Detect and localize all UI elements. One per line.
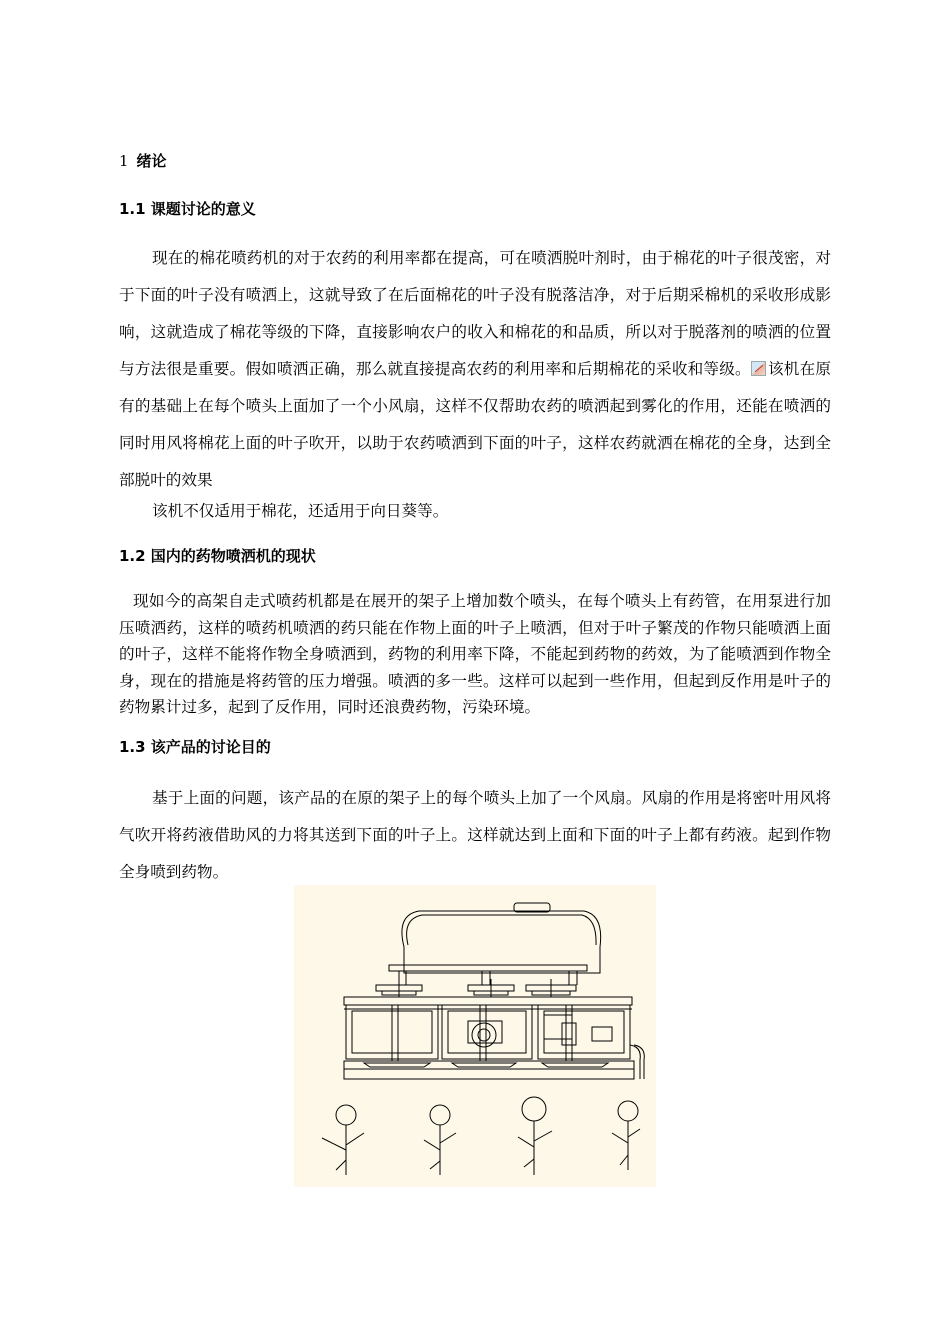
chapter-title: 绪论 (136, 152, 167, 170)
machine-drawing (294, 885, 656, 1187)
tank (402, 903, 601, 973)
section-1-1-text-part2: 该机在原有的基础上在每个喷头上面加了一个小风扇，这样不仅帮助农药的喷洒起到雾化的作用，还能在喷洒的同时用风将棉花上面的叶子吹开，以助于农药喷洒到下面的叶子，这样农药就洒在棉花的全身，达到全部脱叶的效果 (119, 360, 831, 489)
fans (364, 1063, 608, 1067)
section-1-1-text-part1: 现在的棉花喷药机的对于农药的利用率都在提高，可在喷洒脱叶剂时，由于棉花的叶子很茂密，对于下面的叶子没有喷洒上，这就导致了在后面棉花的叶子没有脱落洁净，对于后期采棉机的采收形成影响，这就造成了棉花等级的下降，直接影响农户的收入和棉花的和品质，所以对于脱落剂的喷洒的位置与方法很是重要。假如喷洒正确，那么就直接提高农药的利用率和后期棉花的采收和等级。 (119, 249, 831, 378)
chapter-number: 1 (119, 152, 129, 170)
section-1-2-heading: 1.2 国内的药物喷洒机的现状 (119, 547, 316, 565)
section-1-1-paragraph-2: 该机不仅适用于棉花，还适用于向日葵等。 (152, 502, 449, 520)
section-1-1-heading: 1.1 课题讨论的意义 (119, 200, 256, 218)
pipe-frame (389, 965, 587, 985)
broken-image-icon (751, 361, 766, 376)
section-1-1-paragraph (119, 240, 831, 499)
section-1-3-heading: 1.3 该产品的讨论目的 (119, 738, 271, 756)
section-1-2-paragraph: 现如今的高架自走式喷药机都是在展开的架子上增加数个喷头，在每个喷头上有药管，在用泵进行加压喷洒药，这样的喷药机喷洒的药只能在作物上面的叶子上喷洒，但对于叶子繁茂的作物只能喷洒上面的叶子，这样不能将作物全身喷洒到，药物的利用率下降，不能起到药物的药效，为了能喷洒到作物全身，现在的措施是将药管的压力增强。喷洒的多一些。这样可以起到一些作用，但起到反作用是叶子的药物累计过多，起到了反作用，同时还浪费药物，污染环境。 (119, 592, 831, 716)
chapter-heading (119, 150, 167, 171)
machine-drawing-figure (294, 885, 656, 1187)
section-1-3-paragraph: 基于上面的问题，该产品的在原的架子上的每个喷头上加了一个风扇。风扇的作用是将密叶用风将气吹开将药液借助风的力将其送到下面的叶子上。这样就达到上面和下面的叶子上都有药液。起到作物全身喷到药物。 (119, 789, 831, 881)
plants (322, 1097, 640, 1175)
